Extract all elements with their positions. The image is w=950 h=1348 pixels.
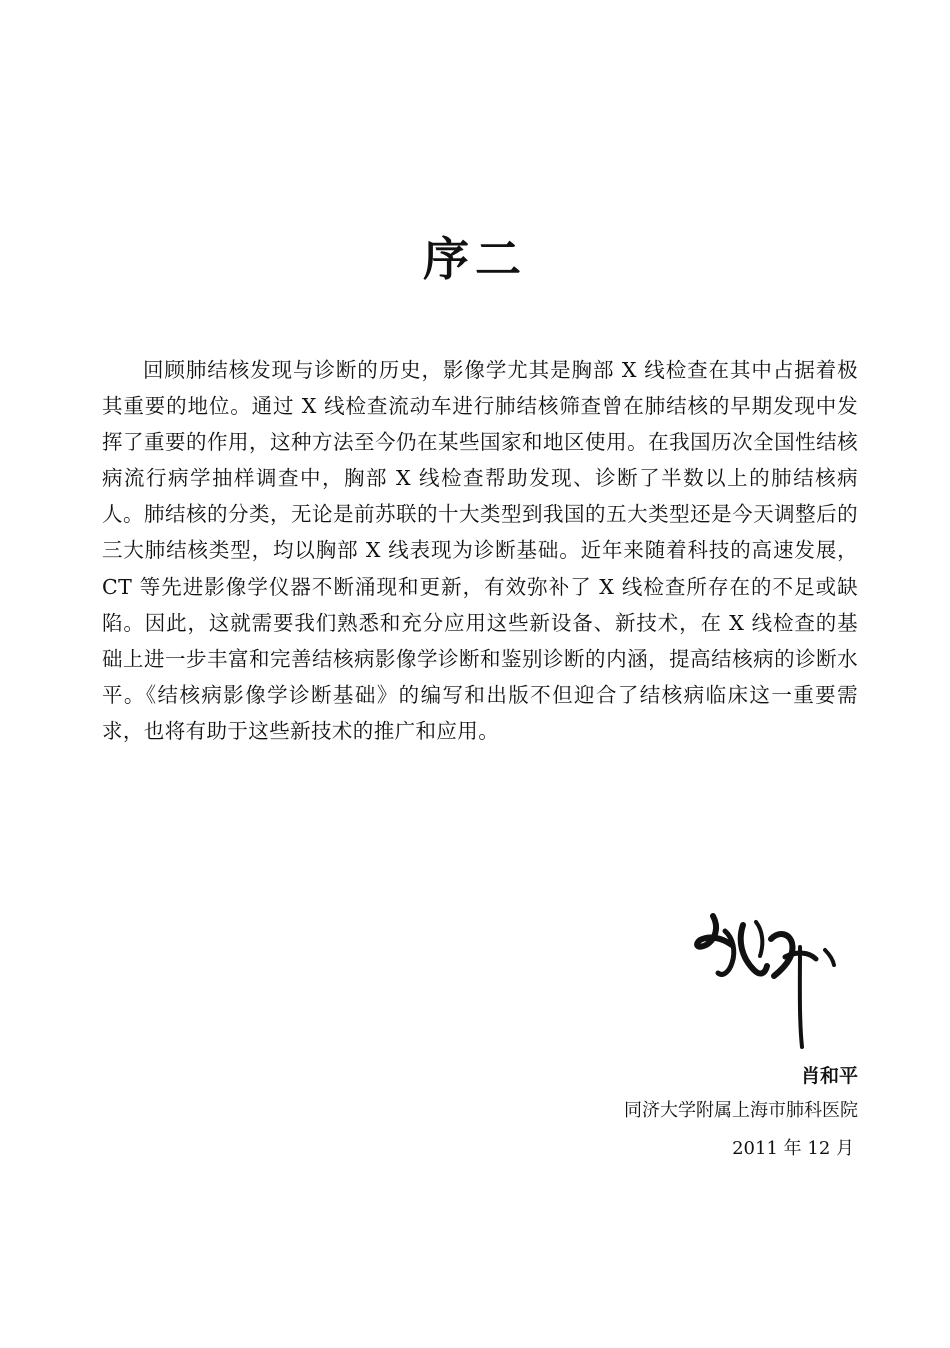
preface-paragraph: 回顾肺结核发现与诊断的历史，影像学尤其是胸部 X 线检查在其中占据着极其重要的地位。通过 X 线检查流动车进行肺结核筛查曾在肺结核的早期发现中发挥了重要的作用，这种方法至今仍在某些国家和地区使用。在我国历次全国性结核病流行病学抽样调查中，胸部 X 线检查帮助发现、诊断了半数以上的肺结核病人。肺结核的分类，无论是前苏联的十大类型到我国的五大类型还是今天调整后的三大肺结核类型，均以胸部 X 线表现为诊断基础。近年来随着科技的高速发展，CT 等先进影像学仪器不断涌现和更新，有效弥补了 X 线检查所存在的不足或缺陷。因此，这就需要我们熟悉和充分应用这些新设备、新技术，在 X 线检查的基础上进一步丰富和完善结核病影像学诊断和鉴别诊断的内涵，提高结核病的诊断水平。《结核病影像学诊断基础》的编写和出版不但迎合了结核病临床这一重要需求，也将有助于这些新技术的推广和应用。 [102, 358, 858, 743]
author-affiliation: 同济大学附属上海市肺科医院 [624, 1100, 858, 1121]
document-title: 序二 [423, 231, 527, 286]
document-date: 2011 年 12 月 [732, 1138, 854, 1159]
handwritten-signature [688, 900, 838, 1058]
author-name: 肖和平 [800, 1065, 858, 1087]
